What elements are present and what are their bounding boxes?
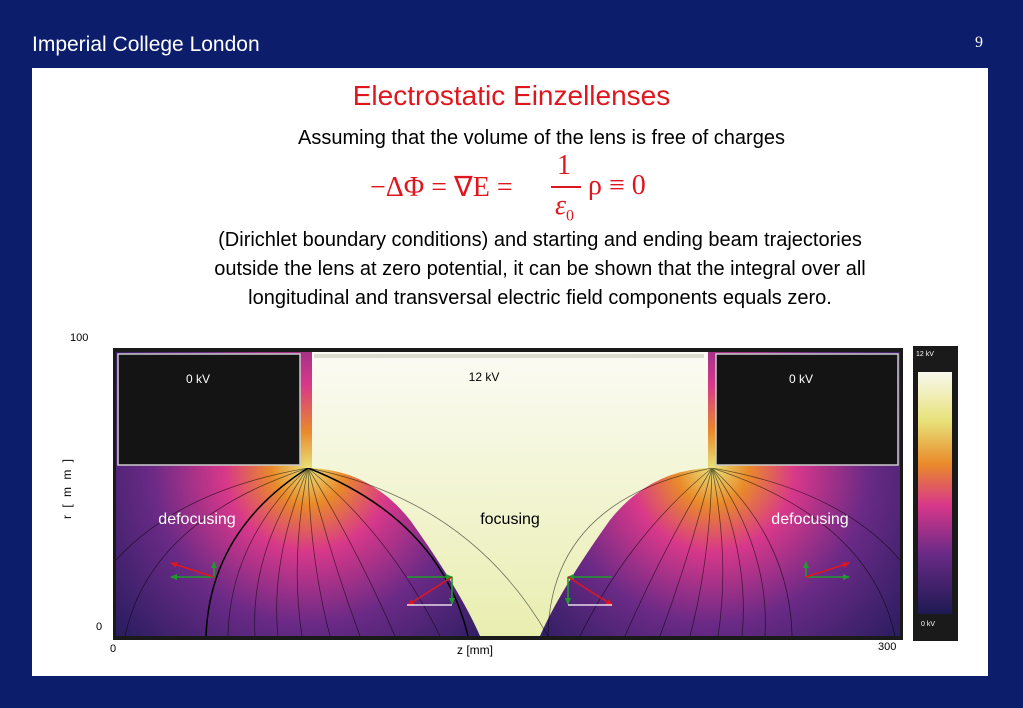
colorbar-bottom-label: 0 kV bbox=[921, 621, 936, 628]
electrode-left bbox=[118, 354, 300, 465]
x-axis-label: z [mm] bbox=[457, 643, 493, 657]
body-line: (Dirichlet boundary conditions) and starting and ending beam trajectories bbox=[218, 229, 862, 251]
y-axis-label: r [ m m ] bbox=[60, 457, 74, 519]
region-center-label: focusing bbox=[480, 511, 540, 528]
y-tick-top: 100 bbox=[70, 332, 89, 344]
equation-right: ρ ≡ 0 bbox=[588, 170, 646, 201]
x-tick-right: 300 bbox=[878, 641, 897, 653]
region-right-label: defocusing bbox=[771, 511, 849, 528]
colorbar-top-label: 12 kV bbox=[916, 351, 934, 358]
gap-left bbox=[300, 352, 312, 468]
epsilon-subscript: 0 bbox=[566, 207, 575, 225]
x-tick-left: 0 bbox=[110, 643, 117, 655]
electrode-center-edge bbox=[314, 354, 704, 358]
slide-title: Electrostatic Einzellenses bbox=[352, 80, 671, 111]
y-tick-bottom: 0 bbox=[96, 621, 103, 633]
region-left-label: defocusing bbox=[158, 511, 236, 528]
electrode-right-label: 0 kV bbox=[788, 372, 814, 386]
page-number: 9 bbox=[975, 34, 983, 51]
electrode-center-label: 12 kV bbox=[468, 370, 500, 384]
body-line: outside the lens at zero potential, it can be shown that the integral over all bbox=[214, 258, 866, 280]
colorbar bbox=[918, 372, 952, 614]
electrode-left-label: 0 kV bbox=[185, 372, 211, 386]
electrode-right bbox=[716, 354, 898, 465]
equation-left: −ΔΦ = ∇E = bbox=[370, 172, 513, 203]
epsilon-symbol: ε bbox=[555, 190, 567, 221]
body-line: longitudinal and transversal electric field components equals zero. bbox=[248, 287, 832, 309]
slide-subtitle: Assuming that the volume of the lens is free of charges bbox=[298, 127, 785, 149]
fraction-numerator: 1 bbox=[557, 150, 571, 181]
institution-name: Imperial College London bbox=[32, 33, 260, 56]
